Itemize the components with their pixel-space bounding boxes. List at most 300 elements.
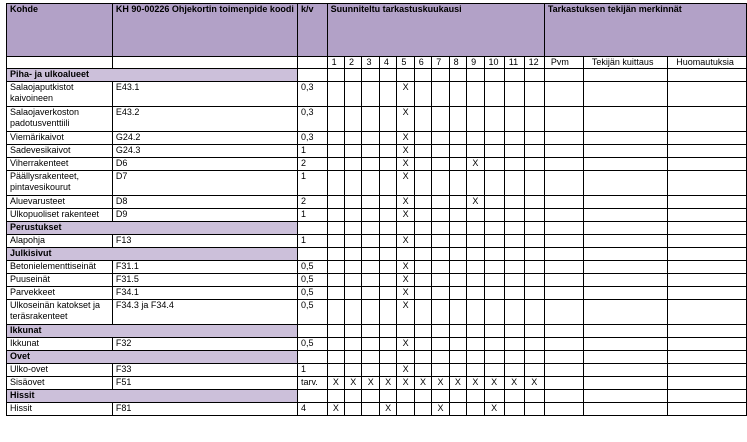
month-mark-4: [379, 300, 396, 325]
item-name: Sadevesikaivot: [7, 145, 113, 158]
month-mark-7: X: [432, 403, 449, 416]
empty-cell: [414, 248, 431, 261]
item-row: [7, 377, 747, 390]
sign-ack-cell: [583, 274, 667, 287]
month-mark-2: [345, 171, 362, 196]
month-header-4: 4: [379, 57, 396, 69]
month-mark-3: [362, 364, 379, 377]
empty-cell: [467, 69, 484, 82]
item-code: D9: [112, 209, 297, 222]
item-kv: 0,5: [297, 287, 327, 300]
month-mark-7: [432, 158, 449, 171]
month-mark-9: [467, 171, 484, 196]
month-mark-7: [432, 300, 449, 325]
month-mark-12: [524, 132, 544, 145]
empty-cell: [379, 390, 396, 403]
sign-date-cell: [544, 209, 583, 222]
item-row: [7, 196, 747, 209]
month-mark-2: [345, 338, 362, 351]
month-mark-8: [449, 171, 466, 196]
sign-date-cell: [544, 132, 583, 145]
month-mark-2: [345, 82, 362, 107]
item-row: [7, 338, 747, 351]
month-mark-2: [345, 261, 362, 274]
empty-cell: [467, 351, 484, 364]
section-title: Piha- ja ulkoalueet: [7, 69, 298, 82]
month-mark-5: X: [397, 364, 414, 377]
month-mark-10: [484, 171, 504, 196]
item-kv: 0,3: [297, 132, 327, 145]
item-name: Ulko-ovet: [7, 364, 113, 377]
empty-cell: [467, 390, 484, 403]
item-row: [7, 82, 747, 107]
month-mark-6: [414, 145, 431, 158]
sign-date-cell: [544, 338, 583, 351]
empty-cell: [397, 222, 414, 235]
sign-note-cell: [668, 196, 747, 209]
sign-ack-cell: [583, 171, 667, 196]
sign-note-cell: [668, 261, 747, 274]
month-mark-3: X: [362, 377, 379, 390]
month-mark-8: [449, 145, 466, 158]
header-row: [7, 4, 747, 57]
month-mark-10: [484, 158, 504, 171]
month-mark-3: [362, 287, 379, 300]
sign-ack-cell: [583, 196, 667, 209]
month-mark-11: X: [504, 377, 524, 390]
item-row: [7, 287, 747, 300]
month-mark-6: [414, 158, 431, 171]
month-mark-2: [345, 158, 362, 171]
month-mark-12: [524, 403, 544, 416]
month-header-7: 7: [432, 57, 449, 69]
empty-cell: [397, 325, 414, 338]
month-mark-9: [467, 403, 484, 416]
month-mark-1: [327, 338, 344, 351]
month-mark-7: [432, 145, 449, 158]
month-mark-12: [524, 274, 544, 287]
month-mark-12: [524, 261, 544, 274]
month-mark-1: X: [327, 377, 344, 390]
month-mark-8: [449, 403, 466, 416]
month-mark-12: [524, 145, 544, 158]
empty-cell: [414, 351, 431, 364]
month-header-1: 1: [327, 57, 344, 69]
month-mark-5: X: [397, 261, 414, 274]
empty-cell: [345, 222, 362, 235]
empty-cell: [504, 351, 524, 364]
item-kv: 0,5: [297, 338, 327, 351]
month-mark-2: [345, 145, 362, 158]
item-code: D6: [112, 158, 297, 171]
sign-date-cell: [544, 82, 583, 107]
month-mark-3: [362, 132, 379, 145]
empty-cell: [397, 69, 414, 82]
empty-cell: [449, 351, 466, 364]
month-mark-12: [524, 82, 544, 107]
month-mark-8: [449, 261, 466, 274]
empty-cell: [668, 325, 747, 338]
sign-date-cell: [544, 403, 583, 416]
month-mark-4: [379, 261, 396, 274]
sign-note-cell: [668, 158, 747, 171]
empty-cell: [668, 248, 747, 261]
month-mark-10: X: [484, 377, 504, 390]
month-mark-6: [414, 132, 431, 145]
month-mark-8: [449, 82, 466, 107]
item-kv: 1: [297, 145, 327, 158]
item-code: F13: [112, 235, 297, 248]
empty-cell: [544, 390, 583, 403]
month-mark-9: [467, 235, 484, 248]
month-mark-3: [362, 171, 379, 196]
sign-date-cell: [544, 377, 583, 390]
month-mark-7: [432, 171, 449, 196]
sign-note-cell: [668, 171, 747, 196]
month-mark-8: [449, 287, 466, 300]
item-name: Päällysrakenteet, pintavesikourut: [7, 171, 113, 196]
month-mark-7: [432, 196, 449, 209]
month-mark-3: [362, 82, 379, 107]
month-header-5: 5: [397, 57, 414, 69]
item-kv: 2: [297, 196, 327, 209]
section-title: Ovet: [7, 351, 298, 364]
month-mark-5: X: [397, 171, 414, 196]
month-mark-2: [345, 196, 362, 209]
section-row: [7, 390, 747, 403]
item-code: F34.3 ja F34.4: [112, 300, 297, 325]
month-mark-5: X: [397, 145, 414, 158]
month-mark-3: [362, 209, 379, 222]
month-mark-6: [414, 82, 431, 107]
month-mark-2: [345, 403, 362, 416]
empty-cell: [583, 351, 667, 364]
month-mark-12: [524, 171, 544, 196]
sign-note-cell: [668, 300, 747, 325]
month-mark-10: [484, 82, 504, 107]
month-mark-1: [327, 261, 344, 274]
month-mark-2: [345, 364, 362, 377]
month-mark-9: [467, 261, 484, 274]
sign-ack-cell: [583, 261, 667, 274]
section-row: [7, 325, 747, 338]
month-mark-1: [327, 171, 344, 196]
empty-cell: [524, 390, 544, 403]
month-mark-11: [504, 338, 524, 351]
empty-cell: [362, 325, 379, 338]
month-mark-4: [379, 209, 396, 222]
sign-date-cell: [544, 364, 583, 377]
item-name: Salaojaverkoston padotusventtiili: [7, 107, 113, 132]
empty-cell: [414, 390, 431, 403]
month-mark-8: [449, 338, 466, 351]
month-mark-5: X: [397, 132, 414, 145]
item-name: Parvekkeet: [7, 287, 113, 300]
item-kv: 0,5: [297, 300, 327, 325]
month-mark-2: [345, 107, 362, 132]
empty-cell: [379, 325, 396, 338]
empty-cell: [397, 248, 414, 261]
month-mark-1: [327, 287, 344, 300]
month-mark-4: [379, 287, 396, 300]
item-row: [7, 403, 747, 416]
empty-cell: [583, 390, 667, 403]
sign-note-cell: [668, 107, 747, 132]
item-code: F31.1: [112, 261, 297, 274]
sign-date-cell: [544, 235, 583, 248]
sign-date-cell: [544, 287, 583, 300]
month-mark-7: [432, 274, 449, 287]
month-mark-8: [449, 235, 466, 248]
sign-ack-cell: [583, 209, 667, 222]
month-mark-3: [362, 107, 379, 132]
month-mark-8: [449, 300, 466, 325]
empty-cell: [327, 390, 344, 403]
item-name: Puuseinät: [7, 274, 113, 287]
month-mark-3: [362, 338, 379, 351]
month-mark-9: [467, 107, 484, 132]
item-row: [7, 364, 747, 377]
empty-cell: [432, 351, 449, 364]
month-mark-4: [379, 145, 396, 158]
month-mark-6: [414, 209, 431, 222]
sign-date-cell: [544, 274, 583, 287]
month-mark-9: [467, 364, 484, 377]
month-mark-6: [414, 300, 431, 325]
item-name: Viherrakenteet: [7, 158, 113, 171]
month-mark-3: [362, 403, 379, 416]
sign-ack-cell: [583, 287, 667, 300]
sign-ack-cell: [583, 403, 667, 416]
month-mark-3: [362, 261, 379, 274]
empty-cell: [432, 248, 449, 261]
empty-cell: [668, 222, 747, 235]
month-header-10: 10: [484, 57, 504, 69]
sign-col-header-2: Tekijän kuittaus: [583, 57, 667, 69]
empty-cell: [583, 69, 667, 82]
empty-cell: [504, 248, 524, 261]
empty-cell: [449, 69, 466, 82]
empty-cell: [379, 69, 396, 82]
item-kv: 0,3: [297, 107, 327, 132]
month-mark-2: [345, 132, 362, 145]
empty-cell: [432, 69, 449, 82]
sign-note-cell: [668, 274, 747, 287]
month-header-8: 8: [449, 57, 466, 69]
sign-note-cell: [668, 132, 747, 145]
month-mark-9: X: [467, 377, 484, 390]
month-mark-10: [484, 196, 504, 209]
item-row: [7, 171, 747, 196]
month-mark-1: [327, 364, 344, 377]
empty-cell: [467, 325, 484, 338]
empty-cell: [327, 325, 344, 338]
subheader-blank: [297, 57, 327, 69]
month-mark-12: [524, 287, 544, 300]
month-mark-6: [414, 107, 431, 132]
sign-ack-cell: [583, 145, 667, 158]
item-name: Ulkopuoliset rakenteet: [7, 209, 113, 222]
empty-cell: [297, 325, 327, 338]
sign-ack-cell: [583, 338, 667, 351]
item-code: F31.5: [112, 274, 297, 287]
month-mark-10: [484, 338, 504, 351]
month-mark-4: [379, 196, 396, 209]
month-header-2: 2: [345, 57, 362, 69]
empty-cell: [297, 390, 327, 403]
month-mark-7: X: [432, 377, 449, 390]
item-code: D7: [112, 171, 297, 196]
section-title: Hissit: [7, 390, 298, 403]
sign-note-cell: [668, 287, 747, 300]
month-mark-7: [432, 261, 449, 274]
empty-cell: [583, 325, 667, 338]
month-mark-4: [379, 338, 396, 351]
month-mark-12: [524, 196, 544, 209]
empty-cell: [327, 222, 344, 235]
subheader-blank: [7, 57, 113, 69]
empty-cell: [504, 325, 524, 338]
item-row: [7, 235, 747, 248]
item-code: G24.2: [112, 132, 297, 145]
item-code: F34.1: [112, 287, 297, 300]
month-mark-3: [362, 158, 379, 171]
month-mark-5: X: [397, 300, 414, 325]
empty-cell: [484, 390, 504, 403]
month-mark-7: [432, 132, 449, 145]
month-mark-9: [467, 287, 484, 300]
empty-cell: [362, 222, 379, 235]
section-row: [7, 248, 747, 261]
month-mark-1: [327, 82, 344, 107]
empty-cell: [484, 222, 504, 235]
empty-cell: [504, 222, 524, 235]
item-name: Ikkunat: [7, 338, 113, 351]
month-mark-12: [524, 338, 544, 351]
section-title: Ikkunat: [7, 325, 298, 338]
empty-cell: [432, 222, 449, 235]
item-code: F33: [112, 364, 297, 377]
item-row: [7, 145, 747, 158]
month-mark-4: [379, 107, 396, 132]
sign-note-cell: [668, 364, 747, 377]
empty-cell: [345, 248, 362, 261]
month-mark-10: [484, 300, 504, 325]
month-mark-5: X: [397, 209, 414, 222]
item-code: F32: [112, 338, 297, 351]
item-row: [7, 300, 747, 325]
month-mark-8: [449, 364, 466, 377]
empty-cell: [544, 351, 583, 364]
empty-cell: [583, 222, 667, 235]
month-mark-9: [467, 274, 484, 287]
month-mark-4: [379, 82, 396, 107]
month-mark-8: [449, 132, 466, 145]
month-header-9: 9: [467, 57, 484, 69]
empty-cell: [327, 69, 344, 82]
month-mark-7: [432, 287, 449, 300]
month-mark-2: [345, 209, 362, 222]
item-kv: 0,3: [297, 82, 327, 107]
header-kohde: Kohde: [7, 4, 113, 57]
month-mark-4: X: [379, 377, 396, 390]
month-mark-5: X: [397, 338, 414, 351]
item-kv: 1: [297, 235, 327, 248]
month-mark-6: [414, 287, 431, 300]
month-mark-11: [504, 300, 524, 325]
month-mark-8: [449, 158, 466, 171]
month-mark-11: [504, 261, 524, 274]
month-mark-11: [504, 158, 524, 171]
empty-cell: [467, 248, 484, 261]
empty-cell: [524, 351, 544, 364]
item-row: [7, 158, 747, 171]
empty-cell: [297, 248, 327, 261]
month-mark-8: [449, 196, 466, 209]
month-header-3: 3: [362, 57, 379, 69]
month-mark-1: [327, 158, 344, 171]
empty-cell: [362, 351, 379, 364]
month-mark-1: [327, 132, 344, 145]
sign-note-cell: [668, 235, 747, 248]
empty-cell: [668, 390, 747, 403]
header-kv: k/v: [297, 4, 327, 57]
item-name: Ulkoseinän katokset ja teräsrakenteet: [7, 300, 113, 325]
month-mark-7: [432, 107, 449, 132]
sign-ack-cell: [583, 107, 667, 132]
month-mark-6: [414, 196, 431, 209]
section-row: [7, 69, 747, 82]
sign-ack-cell: [583, 377, 667, 390]
item-row: [7, 107, 747, 132]
empty-cell: [449, 222, 466, 235]
sign-col-header-3: Huomautuksia: [668, 57, 747, 69]
month-mark-9: [467, 145, 484, 158]
month-mark-11: [504, 235, 524, 248]
empty-cell: [524, 248, 544, 261]
empty-cell: [432, 390, 449, 403]
empty-cell: [297, 222, 327, 235]
empty-cell: [544, 69, 583, 82]
month-mark-9: X: [467, 158, 484, 171]
month-mark-11: [504, 209, 524, 222]
item-code: G24.3: [112, 145, 297, 158]
item-row: [7, 261, 747, 274]
sign-note-cell: [668, 209, 747, 222]
sign-col-header-1: Pvm: [544, 57, 583, 69]
inspection-schedule: [6, 3, 747, 416]
month-mark-11: [504, 132, 524, 145]
month-mark-12: [524, 158, 544, 171]
month-mark-3: [362, 274, 379, 287]
month-mark-2: X: [345, 377, 362, 390]
empty-cell: [449, 325, 466, 338]
empty-cell: [297, 69, 327, 82]
month-mark-6: [414, 274, 431, 287]
month-mark-6: [414, 403, 431, 416]
empty-cell: [345, 69, 362, 82]
empty-cell: [449, 248, 466, 261]
month-mark-11: [504, 403, 524, 416]
empty-cell: [414, 69, 431, 82]
item-name: Sisäovet: [7, 377, 113, 390]
month-mark-5: X: [397, 196, 414, 209]
sign-ack-cell: [583, 82, 667, 107]
sign-date-cell: [544, 300, 583, 325]
month-mark-9: X: [467, 196, 484, 209]
empty-cell: [524, 325, 544, 338]
item-name: Viemärikaivot: [7, 132, 113, 145]
